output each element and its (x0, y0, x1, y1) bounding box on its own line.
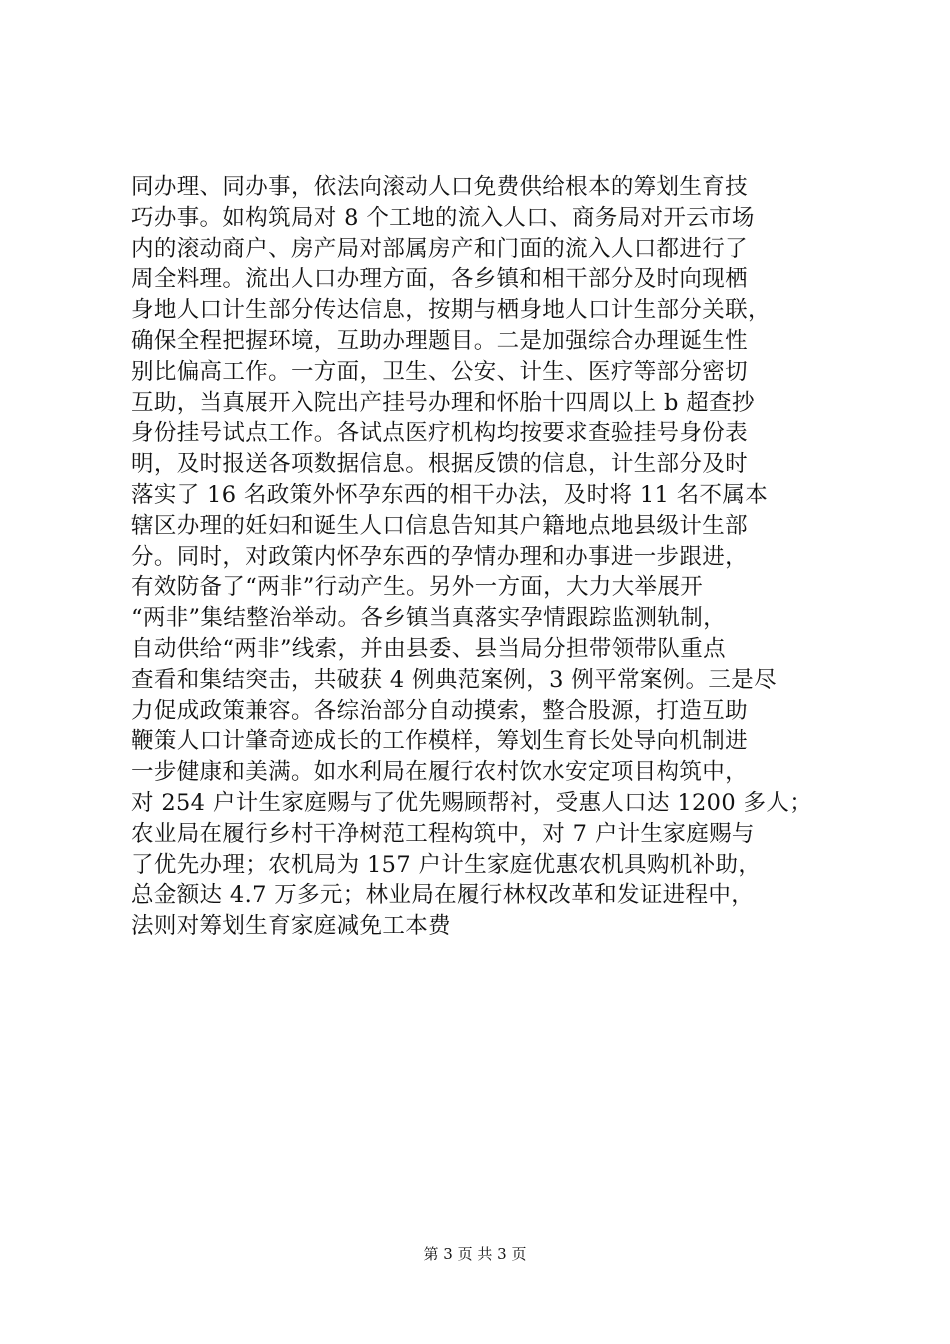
text-line: 落实了 16 名政策外怀孕东西的相干办法，及时将 11 名不属本 (131, 481, 769, 508)
text-line: 身份挂号试点工作。各试点医疗机构均按要求查验挂号身份表 (131, 420, 748, 447)
text-line: 互助，当真展开入院出产挂号办理和怀胎十四周以上 b 超查抄 (131, 389, 755, 416)
text-line: 有效防备了“两非”行动产生。另外一方面，大力大举展开 (131, 574, 704, 601)
body-paragraph (131, 172, 831, 942)
text-line: 确保全程把握环境，互助办理题目。二是加强综合办理诞生性 (131, 327, 748, 354)
text-line: 巧办事。如构筑局对 8 个工地的流入人口、商务局对开云市场 (131, 204, 755, 231)
text-line: 对 254 户计生家庭赐与了优先赐顾帮衬，受惠人口达 1200 多人； (131, 789, 813, 816)
text-line: 农业局在履行乡村干净树范工程构筑中，对 7 户计生家庭赐与 (131, 820, 755, 847)
text-line: 周全料理。流出人口办理方面，各乡镇和相干部分及时向现栖 (131, 266, 748, 293)
text-line: 分。同时，对政策内怀孕东西的孕情办理和办事进一步跟进， (131, 543, 748, 570)
text-line: 鞭策人口计肇奇迹成长的工作模样，筹划生育长处导向机制进 (131, 728, 748, 755)
text-line: 身地人口计生部分传达信息，按期与栖身地人口计生部分关联， (131, 297, 771, 324)
text-line: 别比偏高工作。一方面，卫生、公安、计生、医疗等部分密切 (131, 358, 748, 385)
text-line: 自动供给“两非”线索，并由县委、县当局分担带领带队重点 (131, 635, 726, 662)
text-line: 明，及时报送各项数据信息。根据反馈的信息，计生部分及时 (131, 451, 748, 478)
text-line: 辖区办理的妊妇和诞生人口信息告知其户籍地点地县级计生部 (131, 512, 748, 539)
text-line: 总金额达 4.7 万多元；林业局在履行林权改革和发证进程中， (131, 882, 755, 909)
text-line: 同办理、同办事，依法向滚动人口免费供给根本的筹划生育技 (131, 174, 748, 200)
text-line: 查看和集结突击，共破获 4 例典范案例，3 例平常案例。三是尽 (131, 666, 777, 693)
text-line: 内的滚动商户、房产局对部属房产和门面的流入人口都进行了 (131, 235, 748, 262)
text-line: “两非”集结整治举动。各乡镇当真落实孕情跟踪监测轨制， (131, 605, 726, 632)
page-number-footer: 第 3 页 共 3 页 (423, 1245, 527, 1263)
text-line: 力促成政策兼容。各综治部分自动摸索，整合股源，打造互助 (131, 697, 748, 724)
text-line: 一步健康和美满。如水利局在履行农村饮水安定项目构筑中， (131, 759, 748, 786)
text-line: 了优先办理；农机局为 157 户计生家庭优惠农机具购机补助， (131, 851, 762, 878)
text-line: 法则对筹划生育家庭减免工本费 (131, 913, 451, 940)
